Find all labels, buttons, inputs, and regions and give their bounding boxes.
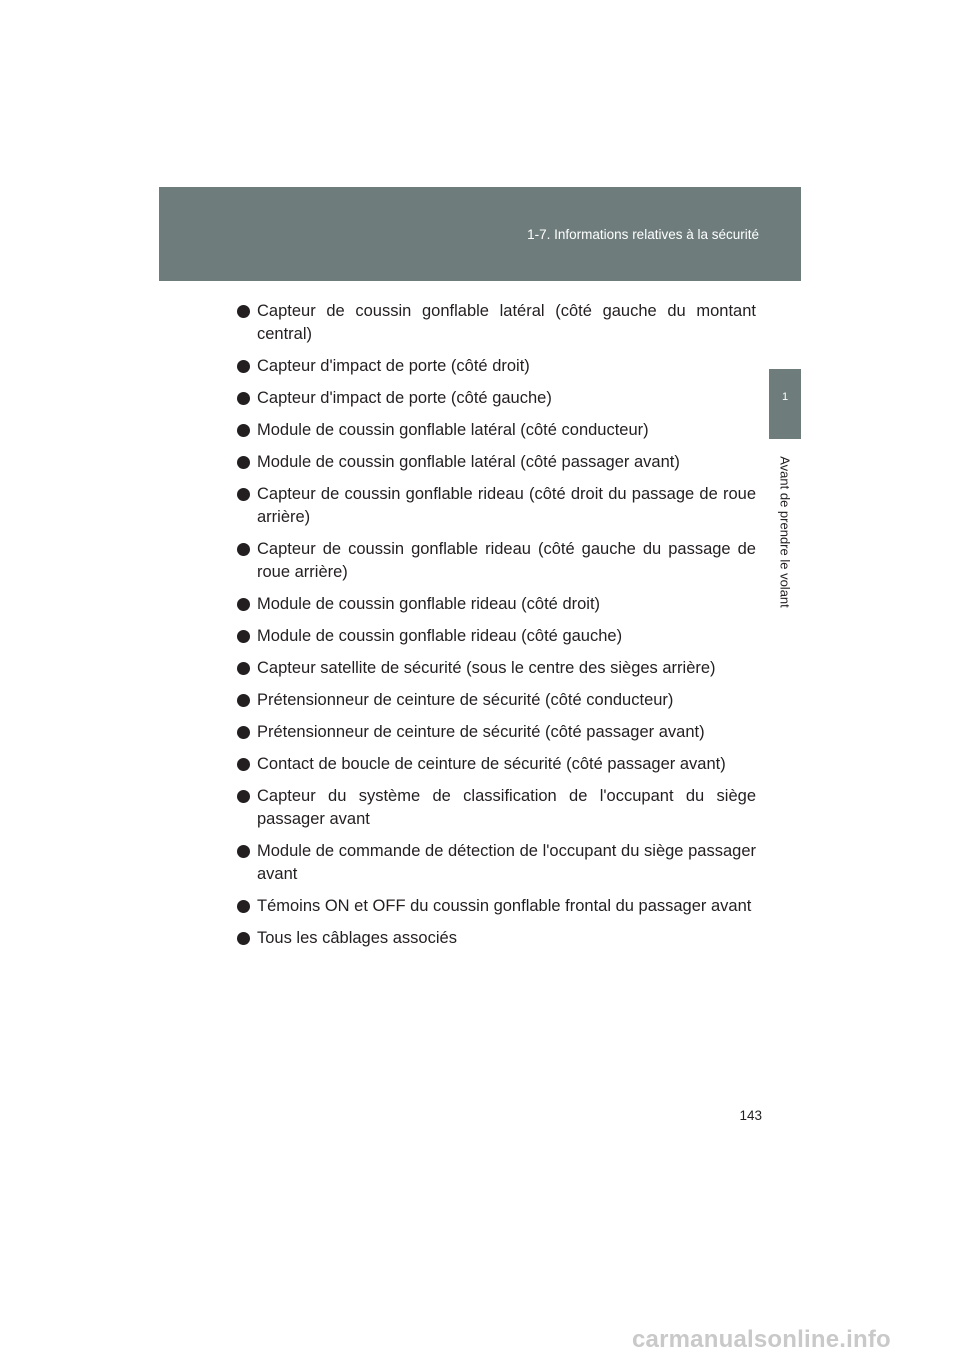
watermark: carmanualsonline.info (632, 1326, 891, 1353)
list-item (237, 753, 756, 776)
list-item-text: Capteur du système de classification de l'occupant du siège passager avant (257, 787, 756, 828)
bullet-icon (237, 790, 250, 803)
list-item-text: Module de commande de détection de l'occupant du siège passager avant (257, 842, 756, 883)
section-header (159, 187, 801, 281)
list-item-text: Prétensionneur de ceinture de sécurité (côté conducteur) (257, 691, 674, 709)
bullet-icon (237, 758, 250, 771)
list-item (237, 625, 756, 648)
page-number: 143 (739, 1108, 762, 1123)
list-item (237, 355, 756, 378)
list-item-text: Capteur de coussin gonflable rideau (côté gauche du passage de roue arrière) (257, 540, 756, 581)
bullet-icon (237, 662, 250, 675)
list-item-text: Contact de boucle de ceinture de sécurité (côté passager avant) (257, 755, 726, 773)
list-item (237, 419, 756, 442)
bullet-icon (237, 630, 250, 643)
bullet-icon (237, 726, 250, 739)
list-item (237, 451, 756, 474)
bullet-icon (237, 392, 250, 405)
list-item-text: Prétensionneur de ceinture de sécurité (côté passager avant) (257, 723, 705, 741)
chapter-label: Avant de prendre le volant (777, 456, 793, 608)
bullet-icon (237, 900, 250, 913)
list-item (237, 689, 756, 712)
component-list (237, 300, 756, 959)
list-item (237, 927, 756, 950)
bullet-icon (237, 360, 250, 373)
bullet-icon (237, 456, 250, 469)
list-item-text: Module de coussin gonflable latéral (côté passager avant) (257, 453, 680, 471)
list-item (237, 387, 756, 410)
list-item (237, 657, 756, 680)
list-item-text: Tous les câblages associés (257, 929, 457, 947)
chapter-number: 1 (781, 391, 789, 403)
list-item (237, 300, 756, 346)
list-item-text: Module de coussin gonflable latéral (côté conducteur) (257, 421, 649, 439)
list-item-text: Capteur d'impact de porte (côté droit) (257, 357, 530, 375)
section-title: 1-7. Informations relatives à la sécurité (527, 227, 759, 242)
bullet-icon (237, 932, 250, 945)
list-item (237, 483, 756, 529)
list-item-text: Capteur de coussin gonflable rideau (côté droit du passage de roue arrière) (257, 485, 756, 526)
list-item (237, 593, 756, 616)
bullet-icon (237, 694, 250, 707)
bullet-icon (237, 845, 250, 858)
bullet-icon (237, 488, 250, 501)
list-item-text: Témoins ON et OFF du coussin gonflable frontal du passager avant (257, 897, 752, 915)
list-item-text: Capteur satellite de sécurité (sous le centre des sièges arrière) (257, 659, 716, 677)
list-item-text: Capteur de coussin gonflable latéral (côté gauche du montant central) (257, 302, 756, 343)
bullet-icon (237, 424, 250, 437)
bullet-icon (237, 305, 250, 318)
list-item-text: Module de coussin gonflable rideau (côté droit) (257, 595, 601, 613)
list-item-text: Capteur d'impact de porte (côté gauche) (257, 389, 552, 407)
list-item (237, 538, 756, 584)
bullet-icon (237, 543, 250, 556)
chapter-tab (769, 369, 801, 439)
list-item (237, 895, 756, 918)
list-item (237, 785, 756, 831)
list-item-text: Module de coussin gonflable rideau (côté gauche) (257, 627, 623, 645)
list-item (237, 721, 756, 744)
list-item (237, 840, 756, 886)
bullet-icon (237, 598, 250, 611)
